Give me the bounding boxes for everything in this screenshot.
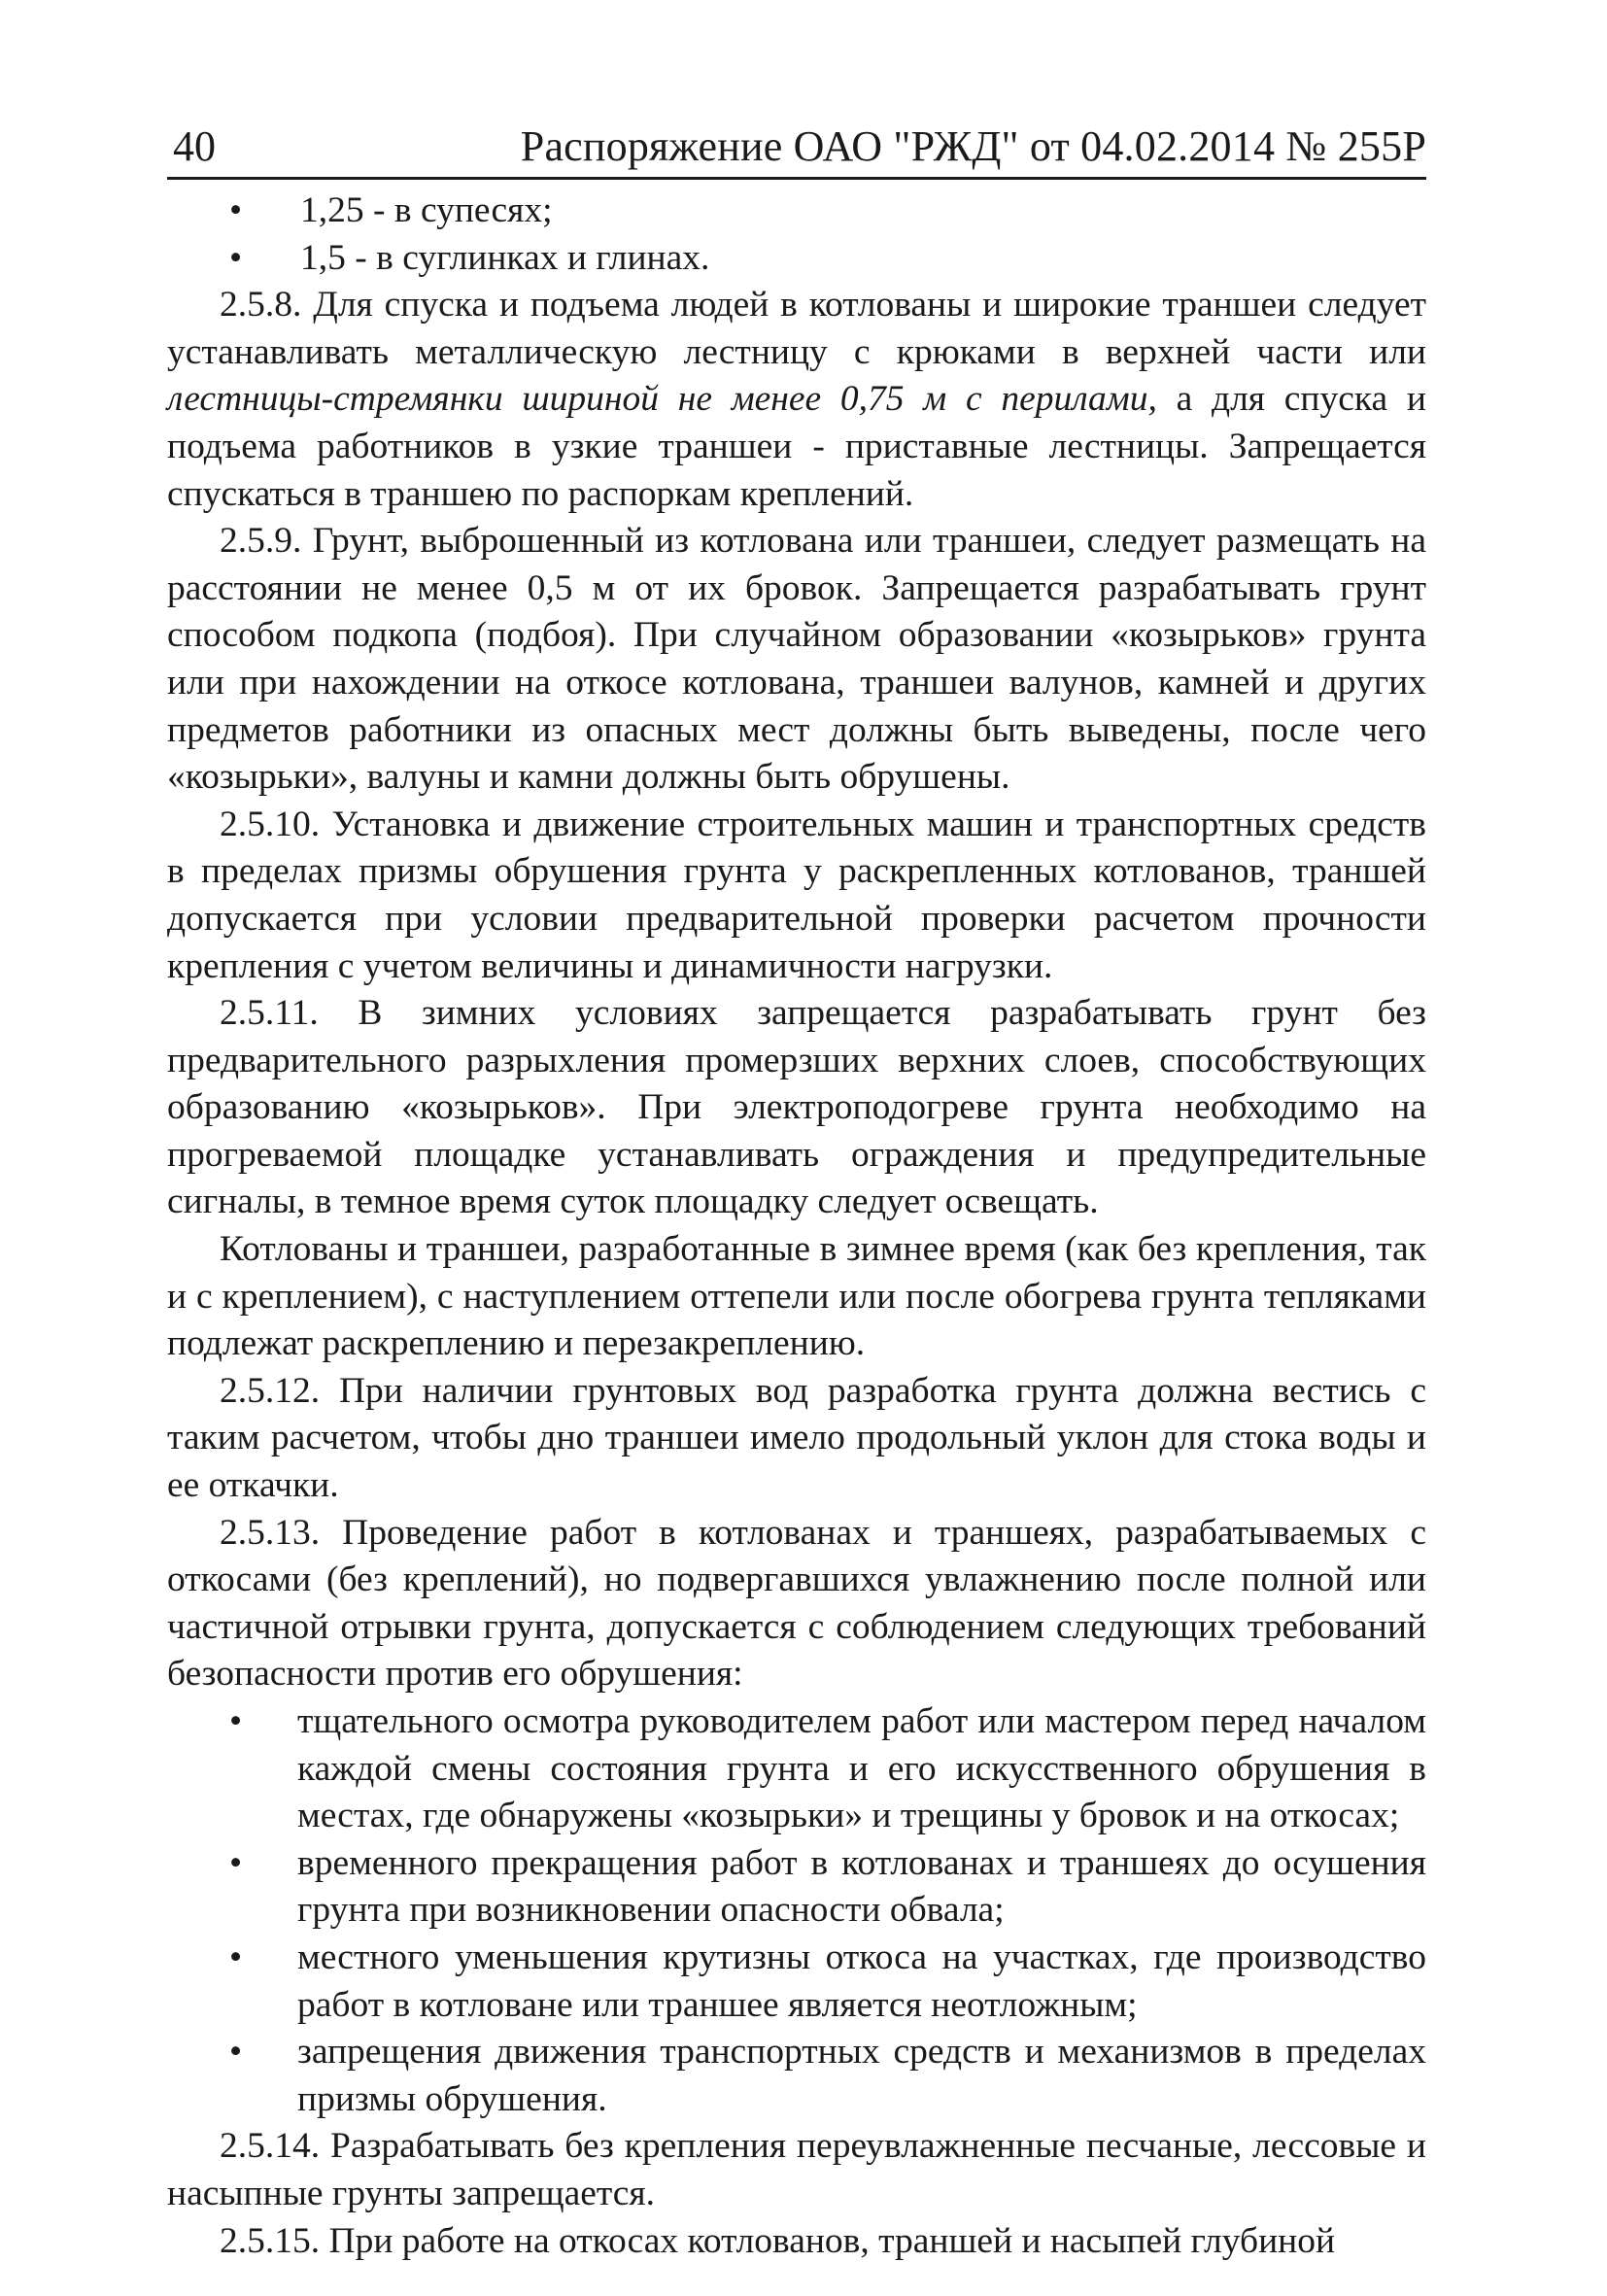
paragraph-2-5-13: 2.5.13. Проведение работ в котлованах и траншеях, разрабатываемых с откосами (без креплений), но подвергавшихся увлажнению после полной или частичной отрывки грунта, допускается с соблюдением следующих требований безопасности против его обрушения: <box>167 1512 1426 1695</box>
paragraph-2-5-15: 2.5.15. При работе на откосах котлованов, траншей и насыпей глубиной <box>220 2220 1336 2261</box>
page-header <box>167 117 1426 180</box>
paragraph-2-5-12: 2.5.12. При наличии грунтовых вод разработка грунта должна вестись с таким расчетом, чтобы дно траншеи имело продольный уклон для стока воды и ее откачки. <box>167 1370 1426 1506</box>
document-page <box>167 117 1426 2265</box>
list-item: • 1,25 - в супесях; <box>167 188 1426 235</box>
bullet-icon: • <box>229 2032 243 2073</box>
bullet-icon: • <box>229 1701 243 1741</box>
page-number: 40 <box>173 122 216 170</box>
paragraph-2-5-11: 2.5.11. В зимних условиях запрещается разрабатывать грунт без предварительного разрыхления промерзших верхних слоев, способствующих образованию «козырьков». При электроподогреве грунта необходимо на прогреваемой площадке устанавливать ограждения и предупредительные сигналы, в темное время суток площадку следует освещать. <box>167 993 1426 1222</box>
list-item: • временного прекращения работ в котлованах и траншеях до осушения грунта при возникновении опасности обвала; <box>167 1840 1426 1935</box>
bullet-icon: • <box>229 190 243 230</box>
bullet-icon: • <box>229 237 243 278</box>
bullet-list-requirements <box>167 1698 1426 2123</box>
italic-fragment: лестницы-стремянки шириной не менее 0,75 м с перилами, <box>167 379 1157 420</box>
paragraph-2-5-14: 2.5.14. Разрабатывать без крепления переувлажненные песчаные, лессовые и насыпные грунты запрещается. <box>167 2126 1426 2213</box>
paragraph-2-5-10: 2.5.10. Установка и движение строительных машин и транспортных средств в пределах призмы обрушения грунта у раскрепленных котлованов, траншей допускается при условии предварительной проверки расчетом прочности крепления с учетом величины и динамичности нагрузки. <box>167 804 1426 986</box>
list-item: • запрещения движения транспортных средств и механизмов в пределах призмы обрушения. <box>167 2029 1426 2123</box>
paragraph-2-5-9: 2.5.9. Грунт, выброшенный из котлована или траншеи, следует размещать на расстоянии не менее 0,5 м от их бровок. Запрещается разрабатывать грунт способом подкопа (подбоя). При случайном образовании «козырьков» грунта или при нахождении на откосе котлована, траншеи валунов, камней и других предметов работники из опасных мест должны быть выведены, после чего «козырьки», валуны и камни должны быть обрушены. <box>167 521 1426 798</box>
list-item: • местного уменьшения крутизны откоса на участках, где производство работ в котловане или траншее является неотложным; <box>167 1935 1426 2029</box>
list-item: • 1,5 - в суглинках и глинах. <box>167 235 1426 283</box>
running-title: Распоряжение ОАО "РЖД" от 04.02.2014 № 255Р <box>520 122 1426 170</box>
paragraph-winter-excavations: Котлованы и траншеи, разработанные в зимнее время (как без крепления, так и с креплением), с наступлением оттепели или после обогрева грунта тепляками подлежат раскреплению и перезакреплению. <box>167 1229 1426 1364</box>
bullet-list-top <box>167 188 1426 282</box>
document-body <box>167 188 1426 2265</box>
bullet-icon: • <box>229 1842 243 1883</box>
bullet-icon: • <box>229 1936 243 1977</box>
paragraph-2-5-8: 2.5.8. Для спуска и подъема людей в котлованы и широкие траншеи следует устанавливать металлическую лестницу с крюками в верхней части или лестницы-стремянки шириной не менее 0,75 м с перилами, а для спуска и подъема работников в узкие траншеи - приставные лестницы. Запрещается спускаться в траншею по распоркам креплений. <box>167 285 1426 514</box>
list-item: • тщательного осмотра руководителем работ или мастером перед началом каждой смены состояния грунта и его искусственного обрушения в местах, где обнаружены «козырьки» и трещины у бровок и на откосах; <box>167 1698 1426 1840</box>
